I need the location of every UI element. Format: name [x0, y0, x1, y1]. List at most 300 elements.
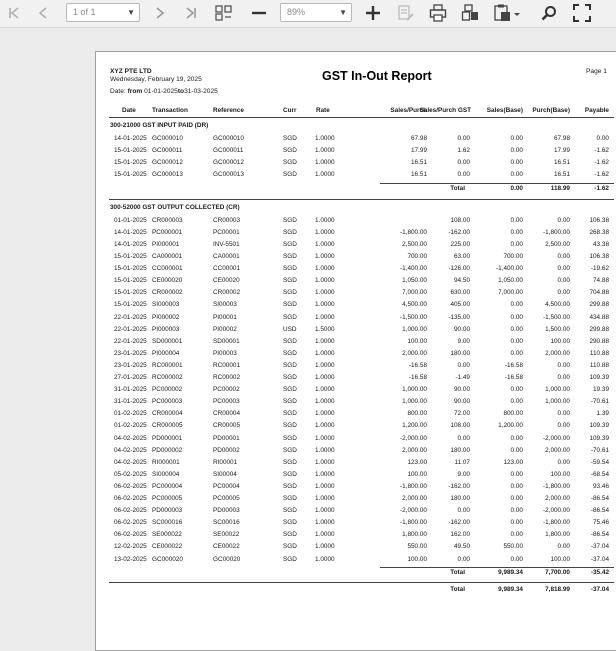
table-cell: 63.00 — [454, 253, 470, 260]
table-cell: 1.62 — [457, 147, 470, 155]
table-cell: SI000004 — [152, 470, 180, 478]
table-cell: 1,800.00 — [402, 531, 427, 539]
table-cell: INV-5501 — [213, 240, 240, 248]
table-cell: -126.00 — [448, 265, 470, 273]
table-cell: PC00005 — [213, 495, 240, 502]
next-page-button[interactable] — [150, 0, 170, 26]
table-cell: 1.0000 — [315, 555, 335, 563]
table-cell: 01-02-2025 — [114, 422, 147, 430]
table-cell: 67.98 — [411, 135, 427, 143]
table-cell: 90.00 — [454, 398, 470, 406]
table-cell: -19.62 — [590, 265, 609, 273]
table-cell: 100.00 — [550, 555, 570, 563]
table-cell: -1,800.00 — [542, 519, 570, 527]
table-cell: CE00022 — [213, 543, 240, 551]
table-cell: 0.00 — [510, 313, 523, 321]
table-cell: 0.00 — [510, 386, 523, 394]
table-cell: 2,500.00 — [545, 240, 570, 248]
table-cell: -1,800.00 — [542, 228, 570, 236]
table-cell: -2,000.00 — [399, 434, 427, 442]
table-cell: PI000003 — [152, 325, 180, 333]
table-cell: 1.0000 — [315, 147, 335, 155]
table-cell: 109.39 — [589, 374, 609, 381]
table-cell: PC00003 — [213, 398, 240, 406]
table-cell: 0.00 — [557, 277, 570, 285]
table-cell: 15-01-2025 — [114, 171, 147, 179]
table-cell: 1.0000 — [315, 289, 335, 297]
table-cell: -1,800.00 — [399, 228, 427, 236]
table-cell: 100.00 — [407, 555, 427, 563]
table-cell: 100.00 — [407, 337, 427, 345]
save-as-menu-button[interactable] — [490, 0, 524, 26]
table-cell: SGD — [283, 458, 297, 466]
table-cell: -16.58 — [504, 374, 523, 381]
table-cell: 0.00 — [510, 555, 523, 563]
column-header: Sales/Purch — [390, 107, 427, 114]
table-cell: 0.00 — [510, 325, 523, 333]
table-cell: GC000011 — [152, 147, 183, 155]
table-cell: -162.00 — [448, 228, 470, 236]
table-cell: 0.00 — [557, 216, 570, 224]
table-cell: 1.0000 — [315, 301, 335, 309]
table-cell: -1,500.00 — [399, 313, 427, 321]
zoom-in-button[interactable] — [362, 0, 384, 26]
table-cell: 700.00 — [503, 253, 523, 260]
table-cell: 2,000.00 — [545, 446, 570, 454]
table-cell: 06-02-2025 — [114, 519, 147, 527]
table-cell: 1.0000 — [315, 495, 335, 502]
table-cell: 1.0000 — [315, 458, 335, 466]
section-total-payable: -1.62 — [594, 184, 609, 192]
column-header: Purch(Base) — [532, 107, 570, 114]
table-cell: 72.00 — [454, 410, 470, 418]
table-cell: 4,500.00 — [545, 301, 570, 309]
zoom-select[interactable] — [280, 3, 352, 22]
table-cell: 1.0000 — [315, 361, 335, 369]
table-cell: CR000003 — [152, 216, 183, 224]
table-cell: SGD — [283, 470, 297, 478]
section-total-purch: 118.99 — [550, 184, 570, 192]
table-cell: 1.0000 — [315, 398, 335, 406]
table-cell: -37.04 — [590, 555, 609, 563]
table-cell: 04-02-2025 — [114, 446, 147, 454]
section-divider — [109, 199, 614, 200]
table-cell: 1.0000 — [315, 240, 335, 248]
table-cell: SD000001 — [152, 337, 183, 345]
table-cell: 15-01-2025 — [114, 277, 147, 285]
table-cell: 1.0000 — [315, 135, 335, 143]
table-cell: 0.00 — [557, 410, 570, 418]
table-cell: 14-01-2025 — [114, 240, 147, 248]
section-total-sales: 9,989.34 — [498, 568, 523, 576]
table-cell: -86.54 — [590, 495, 609, 502]
table-cell: 23-01-2025 — [114, 349, 147, 357]
table-cell: -16.58 — [408, 374, 427, 381]
first-page-button[interactable] — [4, 0, 24, 26]
table-cell: -86.54 — [590, 507, 609, 515]
table-cell: 100.00 — [550, 337, 570, 345]
table-cell: 1.0000 — [315, 422, 335, 430]
table-cell: PD000001 — [152, 434, 183, 442]
table-cell: GC000012 — [152, 159, 183, 167]
table-cell: SC00016 — [213, 519, 240, 527]
table-cell: 1.0000 — [315, 277, 335, 285]
table-cell: PI000004 — [152, 349, 180, 357]
table-cell: 1.0000 — [315, 216, 335, 224]
last-page-button[interactable] — [181, 0, 201, 26]
table-cell: SE000022 — [152, 531, 182, 539]
date-range-to: 31-03-2025 — [184, 88, 218, 95]
date-range-to-label: to — [177, 88, 185, 95]
table-cell: 1,050.00 — [498, 277, 523, 285]
table-cell: 15-01-2025 — [114, 147, 147, 155]
table-cell: 2,500.00 — [402, 240, 427, 248]
table-cell: GC000013 — [152, 171, 183, 179]
section-title: 300-52000 GST OUTPUT COLLECTED (CR) — [110, 203, 240, 211]
table-cell: PI000001 — [152, 240, 180, 248]
table-cell: 0.00 — [457, 135, 470, 143]
table-cell: 800.00 — [407, 410, 427, 418]
table-cell: 27-01-2025 — [114, 374, 147, 381]
table-cell: PD000002 — [152, 446, 183, 454]
fullscreen-icon — [573, 4, 591, 22]
table-cell: -162.00 — [448, 519, 470, 527]
table-cell: 1.0000 — [315, 519, 335, 527]
table-cell: 1.0000 — [315, 507, 335, 515]
company-name: XYZ PTE LTD — [110, 68, 152, 75]
table-cell: -59.54 — [590, 458, 609, 466]
table-cell: 0.00 — [457, 171, 470, 179]
table-cell: RC00001 — [213, 361, 241, 369]
table-cell: SD00001 — [213, 337, 240, 345]
table-cell: 22-01-2025 — [114, 313, 147, 321]
printer-icon — [429, 4, 447, 22]
grand-total-payable: -37.04 — [590, 585, 609, 593]
table-cell: 110.88 — [589, 349, 609, 357]
table-cell: RI000001 — [152, 458, 180, 466]
table-cell: PD000003 — [152, 507, 183, 515]
table-cell: -1,800.00 — [542, 482, 570, 490]
table-cell: 2,000.00 — [402, 495, 427, 502]
table-cell: 16.51 — [411, 159, 427, 167]
table-cell: 22-01-2025 — [114, 337, 147, 345]
table-cell: SGD — [283, 277, 297, 285]
table-cell: 1.0000 — [315, 171, 335, 179]
table-cell: PD00001 — [213, 434, 240, 442]
table-cell: 43.38 — [593, 240, 609, 248]
table-cell: 299.88 — [589, 301, 609, 309]
table-cell: 2,000.00 — [402, 446, 427, 454]
table-cell: 290.88 — [589, 337, 609, 345]
table-cell: GC000011 — [213, 147, 244, 155]
table-cell: 0.00 — [457, 361, 470, 369]
table-cell: 630.00 — [450, 289, 470, 297]
table-cell: -1.62 — [594, 147, 609, 155]
table-cell: 180.00 — [450, 446, 470, 454]
table-cell: 1.0000 — [315, 386, 335, 394]
table-cell: 0.00 — [510, 147, 523, 155]
table-cell: 1,200.00 — [402, 422, 427, 430]
table-cell: -16.58 — [408, 361, 427, 369]
table-cell: 1.5000 — [315, 325, 335, 333]
table-cell: 17.99 — [411, 147, 427, 155]
table-cell: 74.88 — [593, 277, 609, 285]
table-cell: 0.00 — [510, 531, 523, 539]
table-cell: 800.00 — [503, 410, 523, 418]
table-cell: USD — [283, 325, 297, 333]
table-cell: 1,000.00 — [545, 386, 570, 394]
section-total-sales: 0.00 — [510, 184, 523, 192]
chevron-down-icon: ▼ — [339, 8, 347, 17]
table-cell: 0.00 — [557, 253, 570, 260]
table-cell: 1,000.00 — [402, 386, 427, 394]
table-cell: 0.00 — [510, 434, 523, 442]
table-cell: 04-02-2025 — [114, 458, 147, 466]
table-cell: PC000002 — [152, 386, 183, 394]
table-cell: 01-01-2025 — [114, 216, 147, 224]
table-cell: 110.88 — [589, 361, 609, 369]
table-cell: SGD — [283, 482, 297, 490]
page-label: Page 1 — [586, 68, 607, 75]
table-cell: -1.62 — [594, 171, 609, 179]
table-cell: SI00004 — [213, 470, 237, 478]
column-header: Sales/Purch GST — [419, 107, 471, 114]
print-button[interactable] — [426, 0, 450, 26]
table-cell: 15-01-2025 — [114, 289, 147, 297]
table-cell: PI00001 — [213, 313, 237, 321]
plus-icon — [365, 5, 381, 21]
table-cell: 01-02-2025 — [114, 410, 147, 418]
table-cell: 06-02-2025 — [114, 495, 147, 502]
table-cell: 123.00 — [407, 458, 427, 466]
table-cell: 15-01-2025 — [114, 301, 147, 309]
report-page — [95, 51, 616, 651]
table-cell: CR00005 — [213, 422, 241, 430]
table-cell: 9.00 — [457, 470, 470, 478]
table-cell: 0.00 — [557, 289, 570, 297]
table-cell: 2,000.00 — [545, 349, 570, 357]
table-cell: 1,000.00 — [545, 398, 570, 406]
page-number-value: 1 of 1 — [73, 7, 96, 17]
table-cell: 106.38 — [589, 253, 609, 260]
table-cell: 550.00 — [407, 543, 427, 551]
table-cell: 0.00 — [457, 434, 470, 442]
table-cell: SGD — [283, 434, 297, 442]
table-cell: 100.00 — [550, 470, 570, 478]
export-button[interactable] — [394, 0, 418, 26]
table-cell: GC000012 — [213, 159, 244, 167]
table-cell: -162.00 — [448, 482, 470, 490]
table-cell: 180.00 — [450, 349, 470, 357]
column-header: Curr — [283, 107, 297, 114]
table-cell: 7,000.00 — [498, 289, 523, 297]
table-cell: 1.0000 — [315, 228, 335, 236]
table-cell: 16.51 — [411, 171, 427, 179]
table-cell: 100.00 — [407, 470, 427, 478]
table-cell: PC000004 — [152, 482, 183, 490]
print-layout-button[interactable] — [458, 0, 482, 26]
table-cell: CC00001 — [213, 265, 241, 273]
table-cell: 22-01-2025 — [114, 325, 147, 333]
table-cell: 0.00 — [557, 374, 570, 381]
minus-icon — [251, 5, 267, 21]
table-cell: CR00002 — [213, 289, 241, 297]
table-cell: RC000002 — [152, 374, 183, 381]
table-cell: 1.0000 — [315, 159, 335, 167]
table-cell: SGD — [283, 301, 297, 309]
chevron-down-icon: ▼ — [127, 8, 135, 17]
table-cell: 1.0000 — [315, 253, 335, 260]
date-range — [110, 88, 218, 95]
pages-layout-icon — [215, 5, 233, 21]
search-button[interactable] — [538, 0, 560, 26]
table-cell: 17.99 — [554, 147, 570, 155]
section-total-payable: -35.42 — [590, 568, 609, 576]
table-cell: 0.00 — [510, 228, 523, 236]
table-cell: 0.00 — [510, 482, 523, 490]
table-cell: PC000001 — [152, 228, 183, 236]
table-cell: 2,000.00 — [545, 495, 570, 502]
table-cell: 123.00 — [503, 458, 523, 466]
table-cell: 0.00 — [510, 349, 523, 357]
viewer-toolbar — [0, 0, 616, 28]
table-cell: 31-01-2025 — [114, 386, 147, 394]
table-cell: GC000010 — [152, 135, 183, 143]
table-cell: 4,500.00 — [402, 301, 427, 309]
table-cell: -68.54 — [590, 470, 609, 478]
table-cell: RC000001 — [152, 361, 183, 369]
table-cell: 04-02-2025 — [114, 434, 147, 442]
search-icon — [541, 5, 557, 21]
table-cell: 700.00 — [407, 253, 427, 260]
table-cell: CR000004 — [152, 410, 183, 418]
table-cell: -1,500.00 — [542, 313, 570, 321]
table-cell: 06-02-2025 — [114, 531, 147, 539]
table-cell: 0.00 — [510, 171, 523, 179]
table-cell: 49.50 — [454, 543, 470, 551]
table-cell: 1,500.00 — [545, 325, 570, 333]
table-cell: 15-01-2025 — [114, 253, 147, 260]
table-cell: 0.00 — [510, 240, 523, 248]
table-cell: SGD — [283, 495, 297, 502]
table-cell: SGD — [283, 519, 297, 527]
table-cell: 14-01-2025 — [114, 228, 147, 236]
table-cell: SGD — [283, 313, 297, 321]
table-cell: SGD — [283, 337, 297, 345]
table-cell: GC000013 — [213, 171, 244, 179]
table-cell: GC000010 — [213, 135, 244, 143]
table-cell: 31-01-2025 — [114, 398, 147, 406]
subtotal-divider — [380, 567, 614, 568]
table-cell: SGD — [283, 253, 297, 260]
table-cell: 0.00 — [596, 135, 609, 143]
previous-page-button[interactable] — [33, 0, 53, 26]
table-cell: 93.46 — [593, 482, 609, 490]
table-cell: SGD — [283, 135, 297, 143]
date-range-from-label: from — [127, 88, 143, 95]
table-cell: GC000020 — [152, 555, 183, 563]
section-title: 300-21000 GST INPUT PAID (DR) — [110, 122, 209, 129]
table-cell: RI00001 — [213, 458, 238, 466]
table-cell: SGD — [283, 507, 297, 515]
table-cell: SGD — [283, 386, 297, 394]
table-cell: SGD — [283, 349, 297, 357]
table-cell: 1,000.00 — [402, 398, 427, 406]
zoom-out-button[interactable] — [248, 0, 270, 26]
page-number-select[interactable] — [66, 3, 140, 22]
table-cell: 1.0000 — [315, 349, 335, 357]
table-cell: CR00003 — [213, 216, 241, 224]
table-cell: 11.07 — [454, 458, 470, 466]
table-cell: 0.00 — [510, 159, 523, 167]
table-cell: 109.39 — [589, 434, 609, 442]
table-cell: SGD — [283, 159, 297, 167]
table-cell: SGD — [283, 289, 297, 297]
table-cell: 1.0000 — [315, 337, 335, 345]
clipboard-export-icon — [493, 4, 521, 22]
table-cell: PD00002 — [213, 446, 240, 454]
table-cell: -1,400.00 — [495, 265, 523, 273]
table-cell: CE000022 — [152, 543, 183, 551]
table-cell: -86.54 — [590, 531, 609, 539]
table-cell: PC000005 — [152, 495, 183, 502]
section-total-label: Total — [450, 568, 465, 576]
table-cell: 9.00 — [457, 337, 470, 345]
table-cell: 19.39 — [593, 386, 609, 394]
first-page-icon — [8, 7, 20, 19]
table-cell: SGD — [283, 171, 297, 179]
table-cell: 434.88 — [589, 313, 609, 321]
table-cell: 1.0000 — [315, 470, 335, 478]
table-cell: -2,000.00 — [399, 507, 427, 515]
table-cell: 1,050.00 — [402, 277, 427, 285]
table-cell: 90.00 — [454, 325, 470, 333]
table-cell: 06-02-2025 — [114, 482, 147, 490]
report-date: Wednesday, February 19, 2025 — [110, 76, 202, 83]
zoom-value: 89% — [287, 7, 306, 17]
table-cell: 0.00 — [510, 519, 523, 527]
table-cell: 109.39 — [589, 422, 609, 430]
table-cell: 14-01-2025 — [114, 135, 147, 143]
table-cell: 0.00 — [510, 470, 523, 478]
table-cell: SC000016 — [152, 519, 183, 527]
table-cell: SGD — [283, 398, 297, 406]
table-cell: -70.61 — [590, 398, 609, 406]
table-cell: 108.00 — [450, 216, 470, 224]
table-cell: SGD — [283, 531, 297, 539]
table-cell: 1.0000 — [315, 265, 335, 273]
report-viewer[interactable] — [0, 28, 616, 607]
table-cell: 0.00 — [510, 446, 523, 454]
table-cell: PI000002 — [152, 313, 180, 321]
table-cell: 15-01-2025 — [114, 159, 147, 167]
table-cell: -70.61 — [590, 446, 609, 454]
table-cell: SI000003 — [152, 301, 180, 309]
table-cell: SGD — [283, 228, 297, 236]
multi-page-view-button[interactable] — [212, 0, 236, 26]
table-cell: 299.88 — [589, 325, 609, 333]
table-cell: 0.00 — [457, 507, 470, 515]
report-title: GST In-Out Report — [322, 69, 432, 83]
table-cell: 1,000.00 — [402, 325, 427, 333]
fullscreen-button[interactable] — [570, 0, 594, 26]
table-cell: 15-01-2025 — [114, 265, 147, 273]
table-cell: 1.0000 — [315, 434, 335, 442]
table-cell: 0.00 — [510, 301, 523, 309]
table-cell: 0.00 — [457, 555, 470, 563]
document-edit-icon — [397, 4, 415, 22]
table-cell: -1,400.00 — [399, 265, 427, 273]
